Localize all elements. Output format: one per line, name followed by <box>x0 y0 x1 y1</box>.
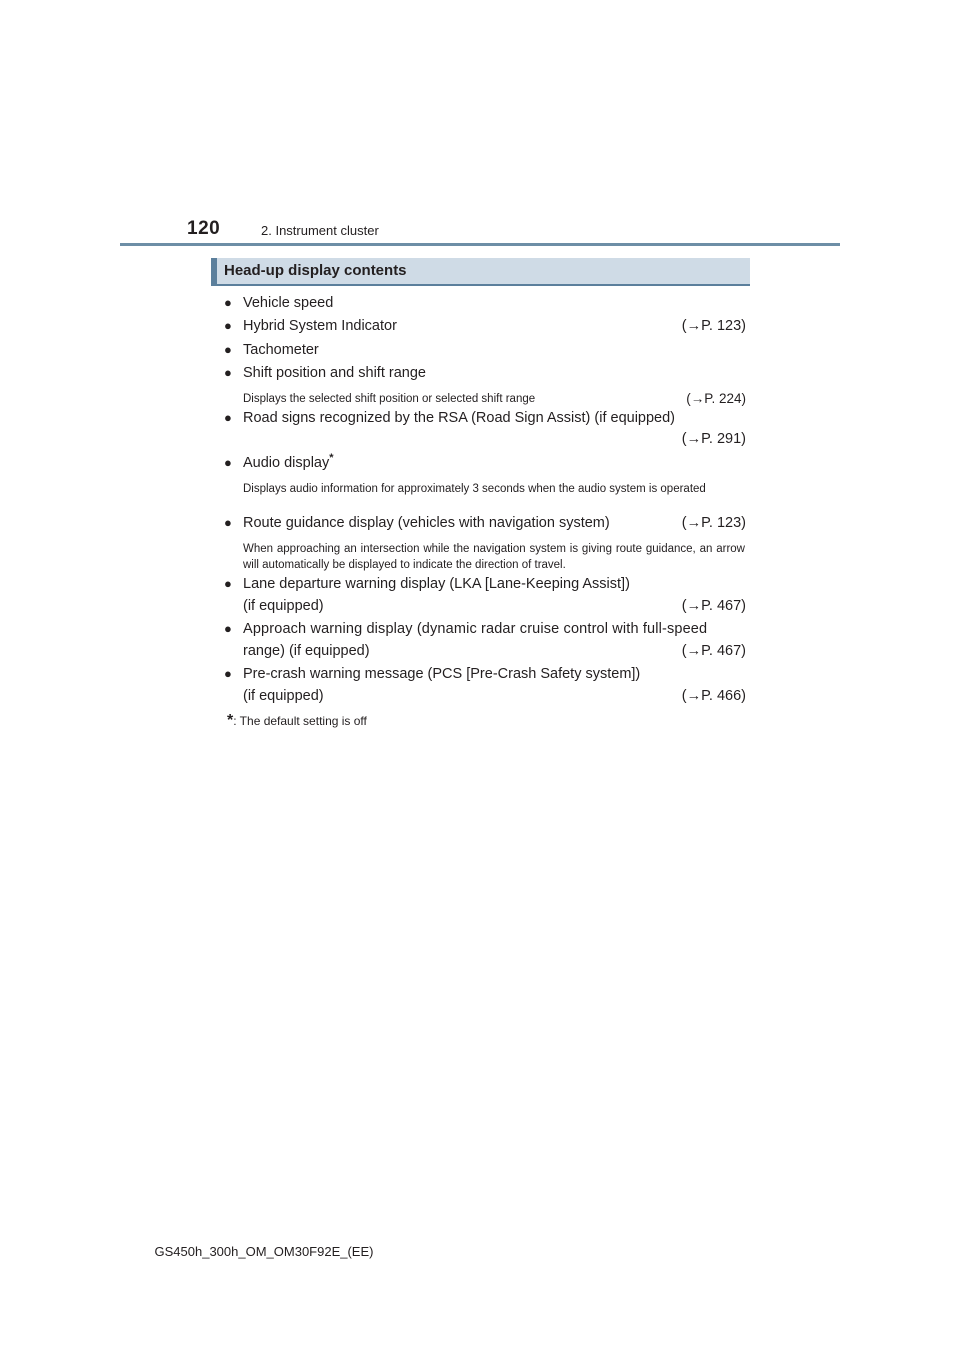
item-label-continued: (if equipped) <box>243 688 324 704</box>
bullet-icon: ● <box>224 621 232 636</box>
bullet-icon: ● <box>224 515 232 530</box>
footnote-text: : The default setting is off <box>233 714 367 728</box>
section-title: Head-up display contents <box>224 262 407 279</box>
bullet-icon: ● <box>224 365 232 380</box>
item-description: When approaching an intersection while the navigation system is giving route guidance, an arrow will automatically be displayed to indicate the direction of travel. <box>243 543 745 571</box>
bullet-icon: ● <box>224 576 232 591</box>
page-reference: (→P. 467) <box>681 643 746 659</box>
item-label: Hybrid System Indicator <box>243 318 397 334</box>
bullet-icon: ● <box>224 410 232 425</box>
item-label: Road signs recognized by the RSA (Road Sign Assist) (if equipped) <box>243 410 676 426</box>
page-reference: (→P. 123) <box>681 515 746 531</box>
page-number: 120 <box>187 218 221 239</box>
page-reference: (→P. 291) <box>681 431 746 447</box>
bullet-icon: ● <box>224 295 232 310</box>
page-reference: (→P. 466) <box>681 688 746 704</box>
item-label: Vehicle speed <box>243 295 334 311</box>
chapter-title: 2. Instrument cluster <box>261 223 379 238</box>
bullet-icon: ● <box>224 666 232 681</box>
item-label: Pre-crash warning message (PCS [Pre-Crash Safety system]) <box>243 666 641 682</box>
asterisk-mark: * <box>329 452 334 464</box>
label-text: Audio display <box>243 455 330 471</box>
item-description: Displays audio information for approximately 3 seconds when the audio system is operated <box>243 483 706 495</box>
page-header <box>120 214 840 246</box>
bullet-icon: ● <box>224 455 232 470</box>
page-reference: (→P. 224) <box>686 391 746 406</box>
item-label-continued: range) (if equipped) <box>243 643 370 659</box>
header-rule <box>120 243 840 246</box>
page-reference: (→P. 123) <box>681 318 746 334</box>
description-text: Displays the selected shift position or selected shift range <box>243 393 536 405</box>
item-label: Tachometer <box>243 342 319 358</box>
item-label: Lane departure warning display (LKA [Lane-Keeping Assist]) <box>243 576 630 592</box>
item-label-continued: (if equipped) <box>243 598 324 614</box>
item-label: Approach warning display (dynamic radar cruise control with full-speed <box>243 621 708 637</box>
item-label <box>243 452 334 471</box>
item-description <box>243 391 745 407</box>
bullet-icon: ● <box>224 342 232 357</box>
section-heading-bar <box>211 258 750 286</box>
footnote-asterisk: * <box>227 712 234 729</box>
item-label: Route guidance display (vehicles with navigation system) <box>243 515 610 531</box>
document-code: GS450h_300h_OM_OM30F92E_(EE) <box>154 1244 374 1259</box>
footnote <box>227 712 367 730</box>
page-reference: (→P. 467) <box>681 598 746 614</box>
item-label: Shift position and shift range <box>243 365 426 381</box>
bullet-icon: ● <box>224 318 232 333</box>
